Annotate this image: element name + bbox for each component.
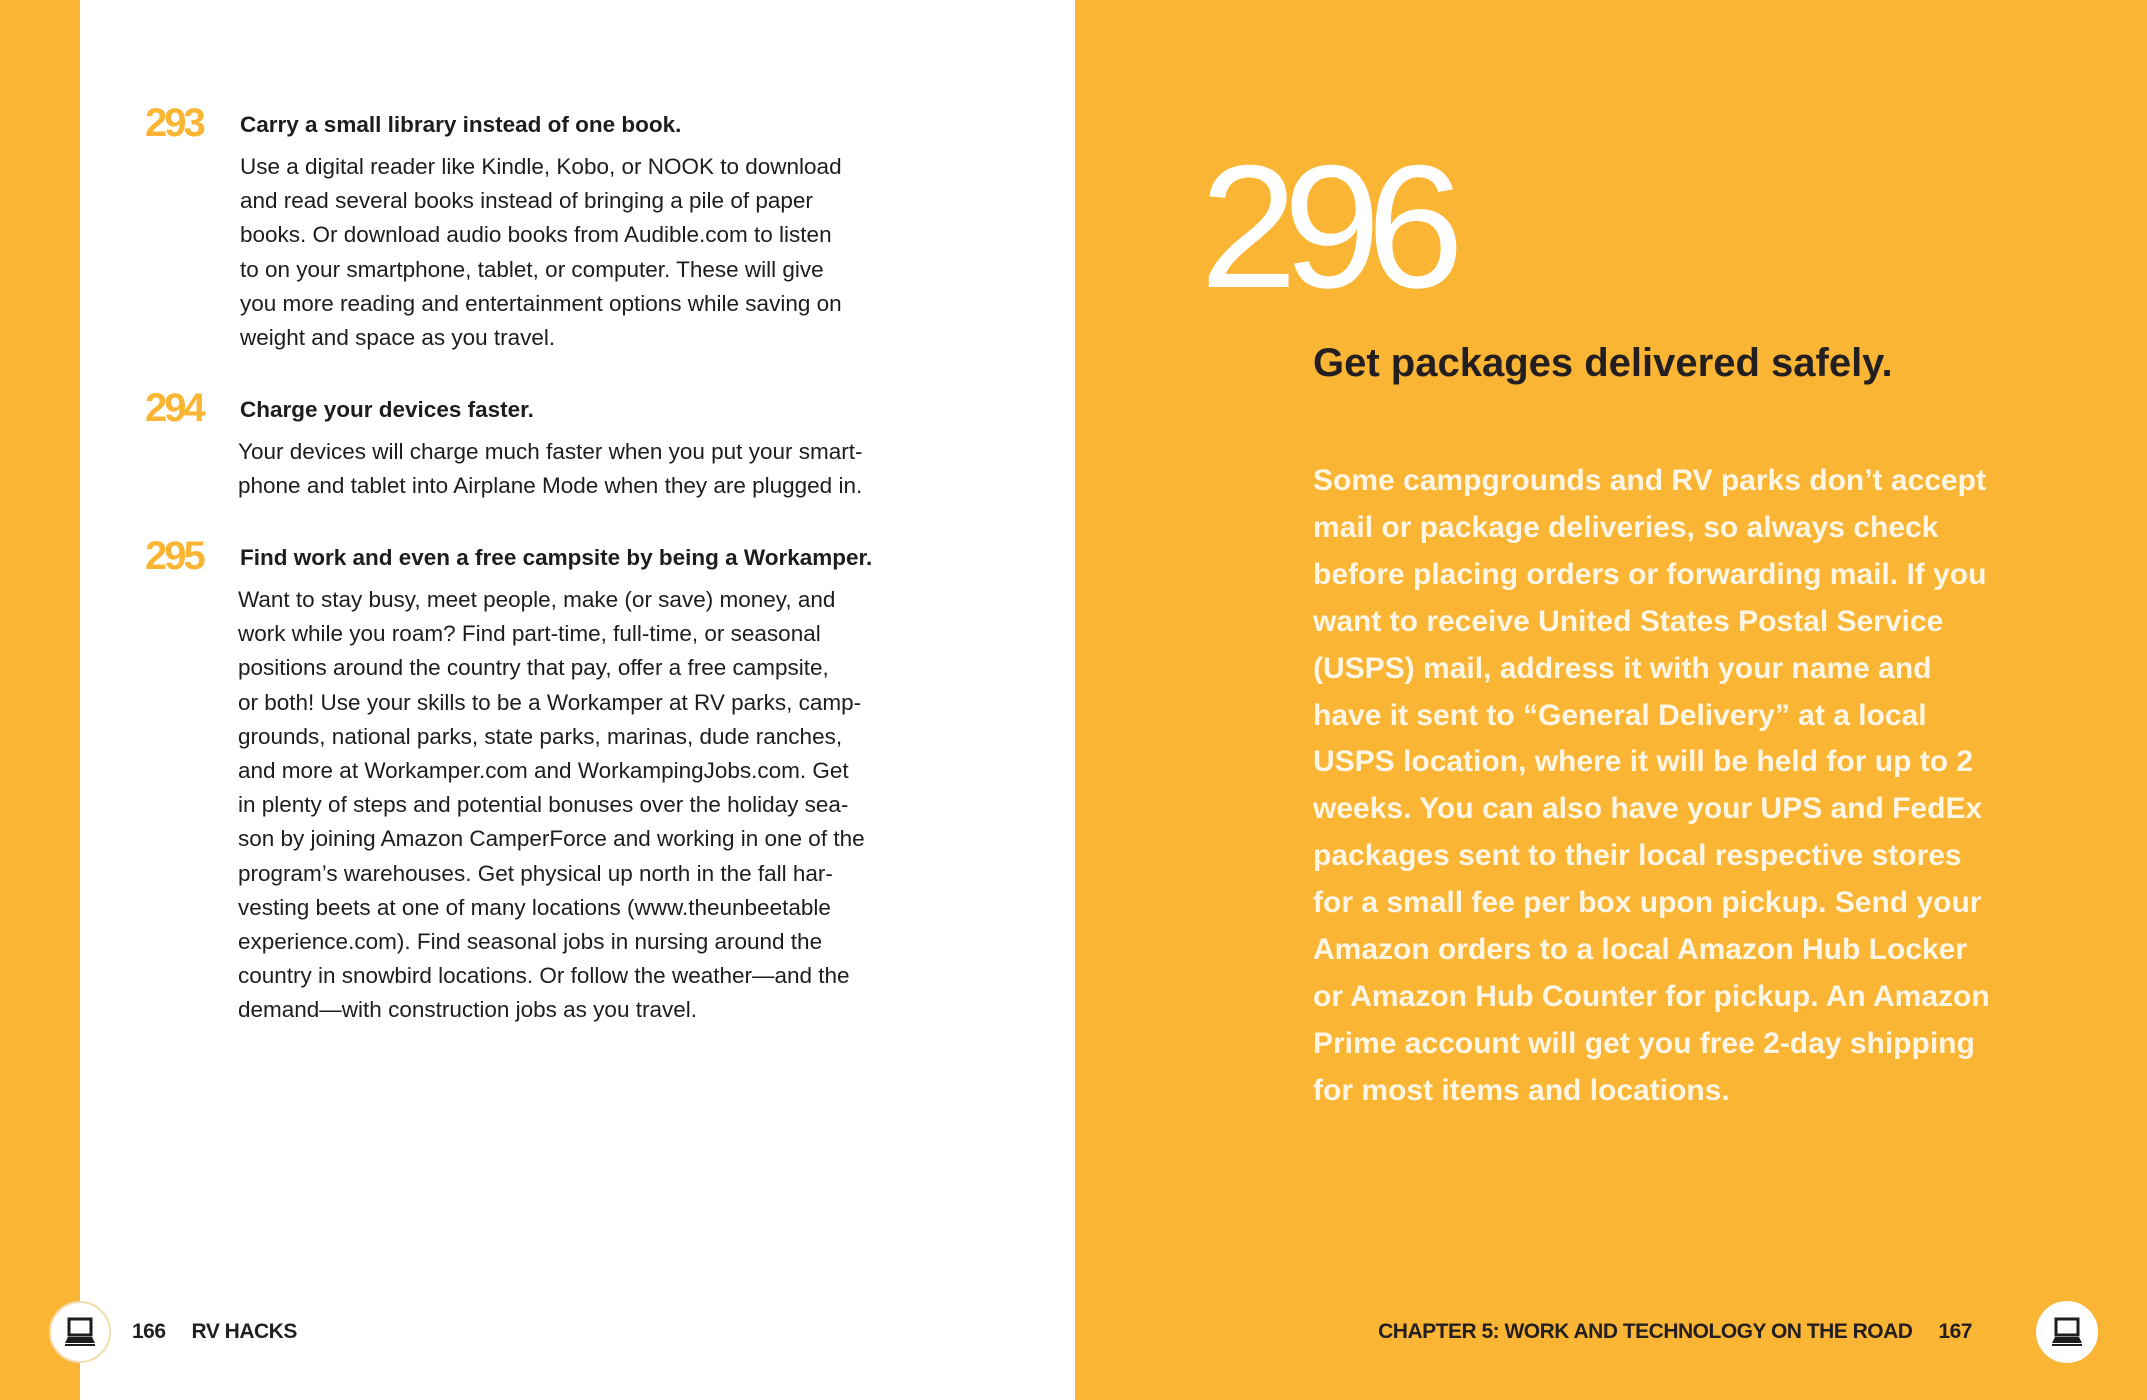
- body-line: want to receive United States Postal Service: [1313, 604, 1944, 638]
- body-line: have it sent to “General Delivery” at a local: [1313, 698, 1927, 732]
- body-line: or both! Use your skills to be a Workamper at RV parks, camp-: [238, 689, 862, 715]
- tip-body: [238, 583, 958, 1028]
- tip-title: Charge your devices faster.: [240, 397, 534, 422]
- body-line: before placing orders or forwarding mail. If you: [1313, 557, 1987, 591]
- tip-number: 294: [145, 386, 203, 430]
- body-line: demand—with construction jobs as you travel.: [238, 997, 697, 1023]
- body-line: and read several books instead of bringing a pile of paper: [240, 188, 813, 214]
- footer-right: [1378, 1316, 1972, 1348]
- tip-title: Carry a small library instead of one book.: [240, 112, 682, 137]
- laptop-badge-left: [49, 1301, 111, 1363]
- body-line: mail or package deliveries, so always check: [1313, 510, 1939, 544]
- feature-tip-body: [1313, 458, 1990, 1115]
- tip-body: [238, 435, 958, 503]
- laptop-badge-right: [2036, 1301, 2098, 1363]
- body-line: work while you roam? Find part-time, full-time, or seasonal: [238, 621, 821, 647]
- body-line: Want to stay busy, meet people, make (or save) money, and: [238, 587, 836, 612]
- feature-tip-number: 296: [1200, 130, 1450, 325]
- body-line: Amazon orders to a local Amazon Hub Locker: [1313, 933, 1968, 967]
- body-line: vesting beets at one of many locations (www.theunbeetable: [238, 894, 831, 920]
- body-line: Use a digital reader like Kindle, Kobo, or NOOK to download: [240, 154, 842, 179]
- body-line: son by joining Amazon CamperForce and working in one of the: [238, 826, 865, 852]
- laptop-icon: [2051, 1317, 2083, 1347]
- body-line: and more at Workamper.com and WorkampingJobs.com. Get: [238, 758, 849, 784]
- body-line: USPS location, where it will be held for up to 2: [1313, 745, 1974, 779]
- body-line: Your devices will charge much faster when you put your smart-: [238, 439, 863, 464]
- body-line: Some campgrounds and RV parks don’t accept: [1313, 464, 1986, 497]
- feature-tip-title: Get packages delivered safely.: [1313, 341, 1893, 385]
- left-margin-strip: [0, 0, 80, 1400]
- body-line: or Amazon Hub Counter for pickup. An Amazon: [1313, 979, 1990, 1013]
- page-number-left: 166: [132, 1320, 166, 1343]
- body-line: country in snowbird locations. Or follow the weather—and the: [238, 963, 850, 989]
- body-line: for most items and locations.: [1313, 1073, 1730, 1107]
- body-line: weeks. You can also have your UPS and FedEx: [1313, 792, 1983, 826]
- body-line: in plenty of steps and potential bonuses over the holiday sea-: [238, 792, 849, 818]
- body-line: positions around the country that pay, offer a free campsite,: [238, 655, 829, 681]
- body-line: packages sent to their local respective stores: [1313, 839, 1962, 873]
- tip-number: 295: [145, 534, 203, 578]
- page-number-right: 167: [1938, 1320, 1972, 1343]
- running-head-book-title: RV HACKS: [191, 1320, 297, 1343]
- running-head-chapter: CHAPTER 5: WORK AND TECHNOLOGY ON THE ROAD: [1378, 1320, 1913, 1343]
- body-line: grounds, national parks, state parks, marinas, dude ranches,: [238, 723, 843, 749]
- footer-left: [132, 1316, 297, 1348]
- body-line: you more reading and entertainment options while saving on: [240, 290, 842, 316]
- body-line: (USPS) mail, address it with your name and: [1313, 651, 1932, 685]
- laptop-icon: [64, 1317, 96, 1347]
- body-line: phone and tablet into Airplane Mode when they are plugged in.: [238, 473, 863, 499]
- body-line: weight and space as you travel.: [240, 325, 556, 351]
- body-line: program’s warehouses. Get physical up north in the fall har-: [238, 860, 833, 886]
- body-line: for a small fee per box upon pickup. Send your: [1313, 886, 1982, 920]
- body-line: experience.com). Find seasonal jobs in nursing around the: [238, 929, 823, 955]
- body-line: to on your smartphone, tablet, or computer. These will give: [240, 256, 824, 282]
- tip-title: Find work and even a free campsite by being a Workamper.: [240, 545, 873, 570]
- body-line: books. Or download audio books from Audible.com to listen: [240, 222, 832, 248]
- tip-number: 293: [145, 101, 203, 145]
- tip-body: [240, 150, 960, 355]
- body-line: Prime account will get you free 2-day shipping: [1313, 1026, 1975, 1060]
